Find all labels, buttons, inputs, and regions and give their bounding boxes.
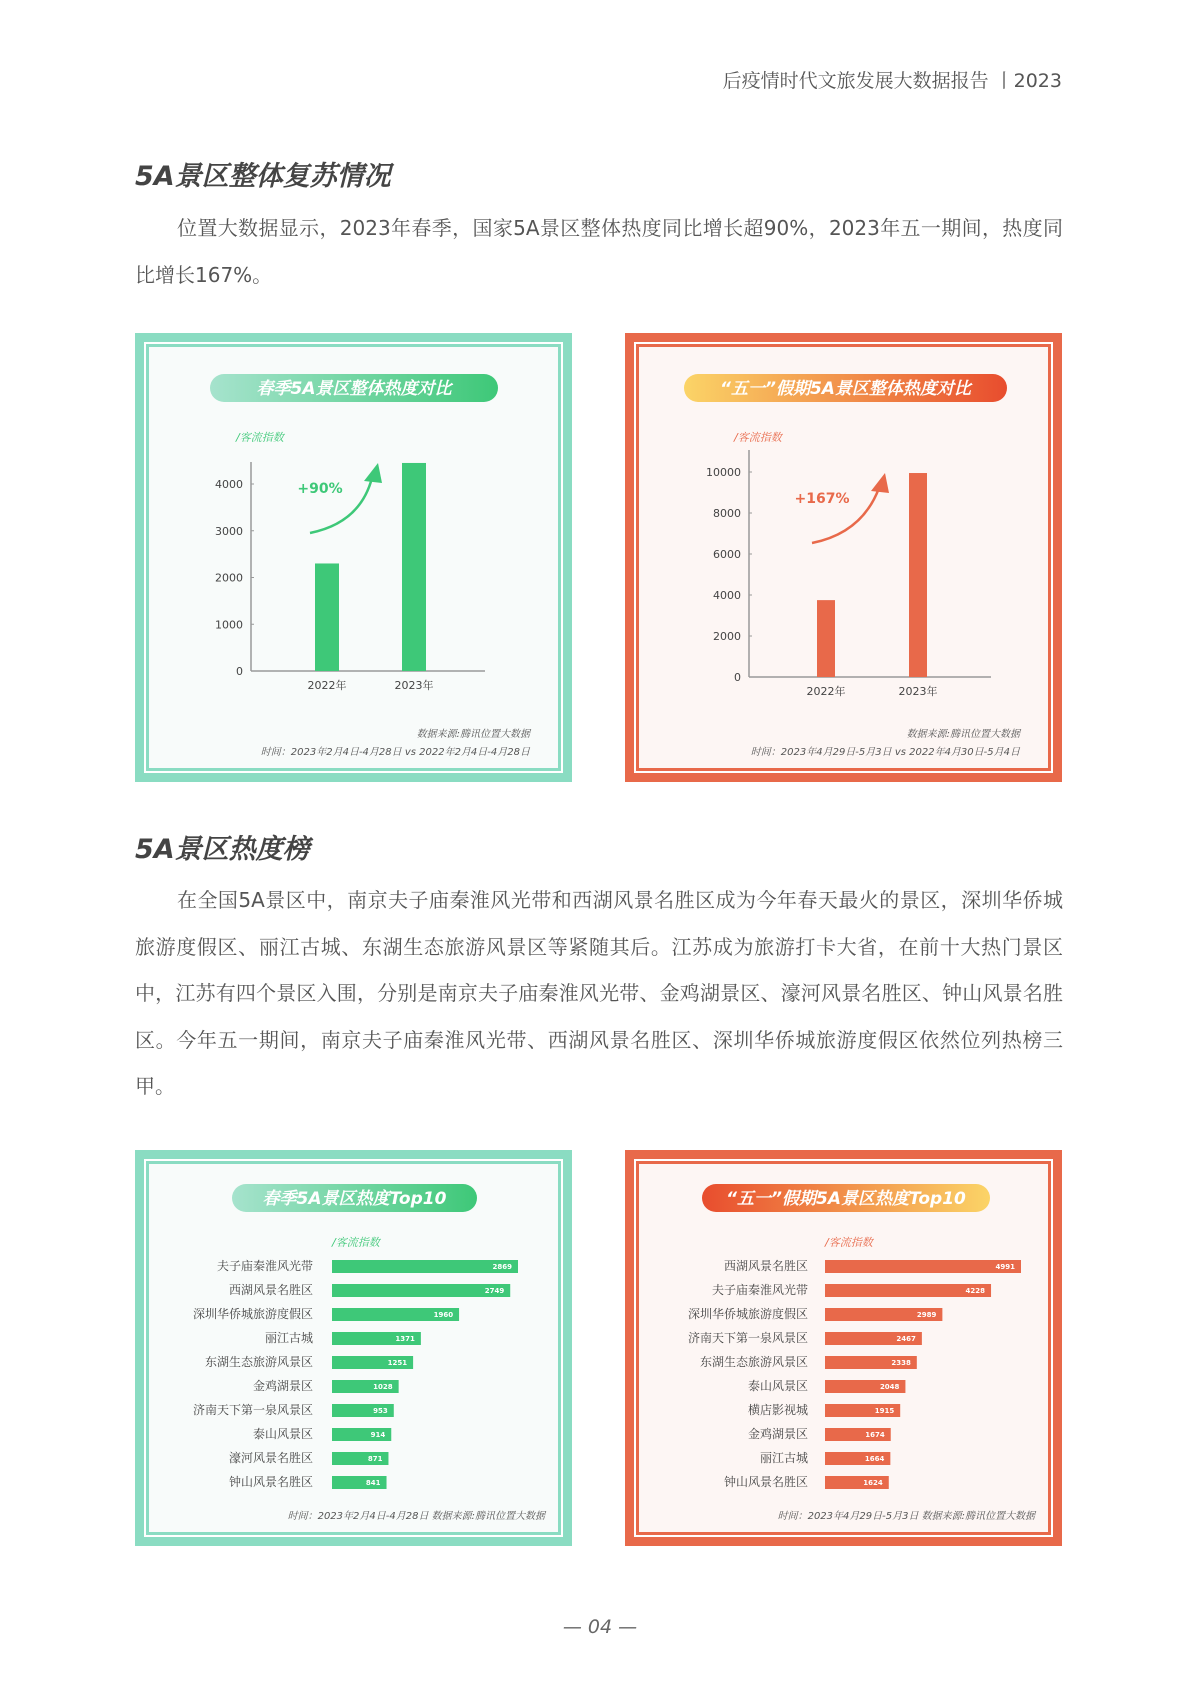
chart-title: “五一”假期5A景区整体热度对比 (720, 379, 971, 399)
report-header: 后疫情时代文旅发展大数据报告 丨2023 (722, 70, 1062, 92)
y-tick-label: 0 (734, 671, 741, 684)
data-source: 数据来源:腾讯位置大数据 (906, 729, 1020, 740)
bar-label: 丽江古城 (759, 1451, 808, 1465)
section-paragraph-recovery: 位置大数据显示，2023年春季，国家5A景区整体热度同比增长超90%，2023年五一期间，热度同比增长167%。 (135, 216, 1063, 287)
bar-label: 泰山风景区 (252, 1427, 313, 1441)
bar-2022年 (315, 563, 339, 671)
bar-label: 金鸡湖景区 (252, 1379, 313, 1393)
chart-footer: 时间：2023年2月4日-4月28日 数据来源:腾讯位置大数据 (287, 1511, 545, 1522)
bar-label: 钟山风景名胜区 (228, 1475, 313, 1489)
bar-label: 金鸡湖景区 (747, 1427, 808, 1441)
bar-value: 953 (373, 1407, 388, 1415)
bar-value: 841 (365, 1479, 381, 1487)
bar-value: 1251 (387, 1359, 408, 1367)
bar-2022年 (817, 600, 835, 677)
chart-footer: 时间：2023年4月29日-5月3日 数据来源:腾讯位置大数据 (777, 1511, 1035, 1522)
section-title-ranking: 5A景区热度榜 (135, 834, 310, 865)
y-tick-label: 3000 (215, 524, 243, 538)
bar-value: 4228 (965, 1287, 986, 1295)
chart-mayday-top10 (625, 1150, 1062, 1546)
bar-label: 夫子庙秦淮风光带 (711, 1283, 808, 1297)
time-period: 时间：2023年4月29日-5月3日 vs 2022年4月30日-5月4日 (750, 747, 1020, 758)
bar-label: 泰山风景区 (747, 1379, 808, 1393)
y-tick-label: 8000 (713, 507, 741, 520)
bar-label: 深圳华侨城旅游度假区 (687, 1307, 808, 1321)
x-axis-label: /客流指数 (825, 1236, 873, 1249)
bar-value: 2989 (916, 1311, 937, 1319)
bar-2023年 (909, 473, 927, 677)
bar-label: 丽江古城 (264, 1331, 313, 1345)
bar (825, 1260, 1021, 1273)
y-tick-label: 4000 (215, 478, 243, 491)
bar-value: 1915 (874, 1407, 895, 1415)
chart-title: 春季5A景区热度Top10 (262, 1189, 447, 1209)
time-period: 时间：2023年2月4日-4月28日 vs 2022年2月4日-4月28日 (260, 747, 530, 758)
arrowhead-icon (871, 473, 889, 493)
bar-value: 2048 (879, 1383, 900, 1391)
chart-mayday-comparison (625, 333, 1062, 782)
bar-value: 1664 (864, 1455, 885, 1463)
bar-value: 2467 (896, 1335, 916, 1343)
y-tick-label: 1000 (215, 618, 243, 632)
chart-title: 春季5A景区整体热度对比 (256, 379, 452, 399)
x-tick-label: 2023年 (394, 679, 434, 692)
bar-label: 横店影视城 (747, 1403, 808, 1417)
bar-2023年 (402, 463, 426, 671)
x-axis-label: /客流指数 (332, 1236, 380, 1249)
y-axis-label: /客流指数 (236, 431, 284, 444)
bar-value: 1028 (373, 1383, 393, 1391)
bar-value: 914 (370, 1431, 386, 1439)
y-axis-label: /客流指数 (734, 431, 782, 444)
bar-value: 1624 (863, 1479, 883, 1487)
bar-value: 2869 (492, 1263, 512, 1271)
bar-value: 1674 (865, 1431, 885, 1439)
bar-value: 871 (367, 1455, 383, 1463)
bar-label: 西湖风景名胜区 (723, 1259, 808, 1273)
bar-label: 夫子庙秦淮风光带 (216, 1259, 313, 1273)
y-tick-label: 10000 (706, 466, 741, 479)
bar (332, 1284, 510, 1297)
chart-spring-top10 (135, 1150, 572, 1546)
bar-label: 东湖生态旅游风景区 (204, 1355, 313, 1369)
bar-label: 钟山风景名胜区 (723, 1475, 808, 1489)
y-tick-label: 4000 (713, 589, 741, 602)
bar-value: 4991 (995, 1263, 1015, 1271)
bar-value: 1960 (433, 1311, 454, 1319)
bar-label: 东湖生态旅游风景区 (699, 1355, 808, 1369)
y-tick-label: 2000 (215, 571, 243, 585)
data-source: 数据来源:腾讯位置大数据 (416, 729, 530, 740)
bar (332, 1260, 518, 1273)
bar-value: 2338 (891, 1359, 911, 1367)
growth-annotation: +167% (794, 491, 850, 508)
x-tick-label: 2022年 (806, 685, 846, 698)
bar-label: 济南天下第一泉风景区 (192, 1403, 313, 1417)
x-tick-label: 2022年 (307, 679, 347, 692)
bar-label: 濠河风景名胜区 (228, 1451, 313, 1465)
chart-spring-comparison (135, 333, 572, 782)
bar-value: 1371 (395, 1335, 415, 1343)
growth-annotation: +90% (297, 480, 343, 497)
bar-value: 2749 (484, 1287, 505, 1295)
x-tick-label: 2023年 (898, 685, 938, 698)
bar-label: 西湖风景名胜区 (228, 1283, 313, 1297)
y-tick-label: 2000 (713, 630, 741, 643)
section-title-recovery: 5A景区整体复苏情况 (135, 161, 391, 192)
chart-title: “五一”假期5A景区热度Top10 (726, 1189, 966, 1209)
page-number: — 04 — (562, 1616, 638, 1638)
y-tick-label: 0 (236, 665, 243, 678)
bar-label: 济南天下第一泉风景区 (687, 1331, 808, 1345)
bar-label: 深圳华侨城旅游度假区 (192, 1307, 313, 1321)
arrowhead-icon (364, 463, 382, 483)
section-paragraph-ranking: 在全国5A景区中，南京夫子庙秦淮风光带和西湖风景名胜区成为今年春天最火的景区，深圳华侨城旅游度假区、丽江古城、东湖生态旅游风景区等紧随其后。江苏成为旅游打卡大省，在前十大热门景区中，江苏有四个景区入围，分别是南京夫子庙秦淮风光带、金鸡湖景区、濠河风景名胜区、钟山风景名胜区。今年五一期间，南京夫子庙秦淮风光带、西湖风景名胜区、深圳华侨城旅游度假区依然位列热榜三甲。 (135, 888, 1063, 1098)
y-tick-label: 6000 (713, 548, 741, 561)
